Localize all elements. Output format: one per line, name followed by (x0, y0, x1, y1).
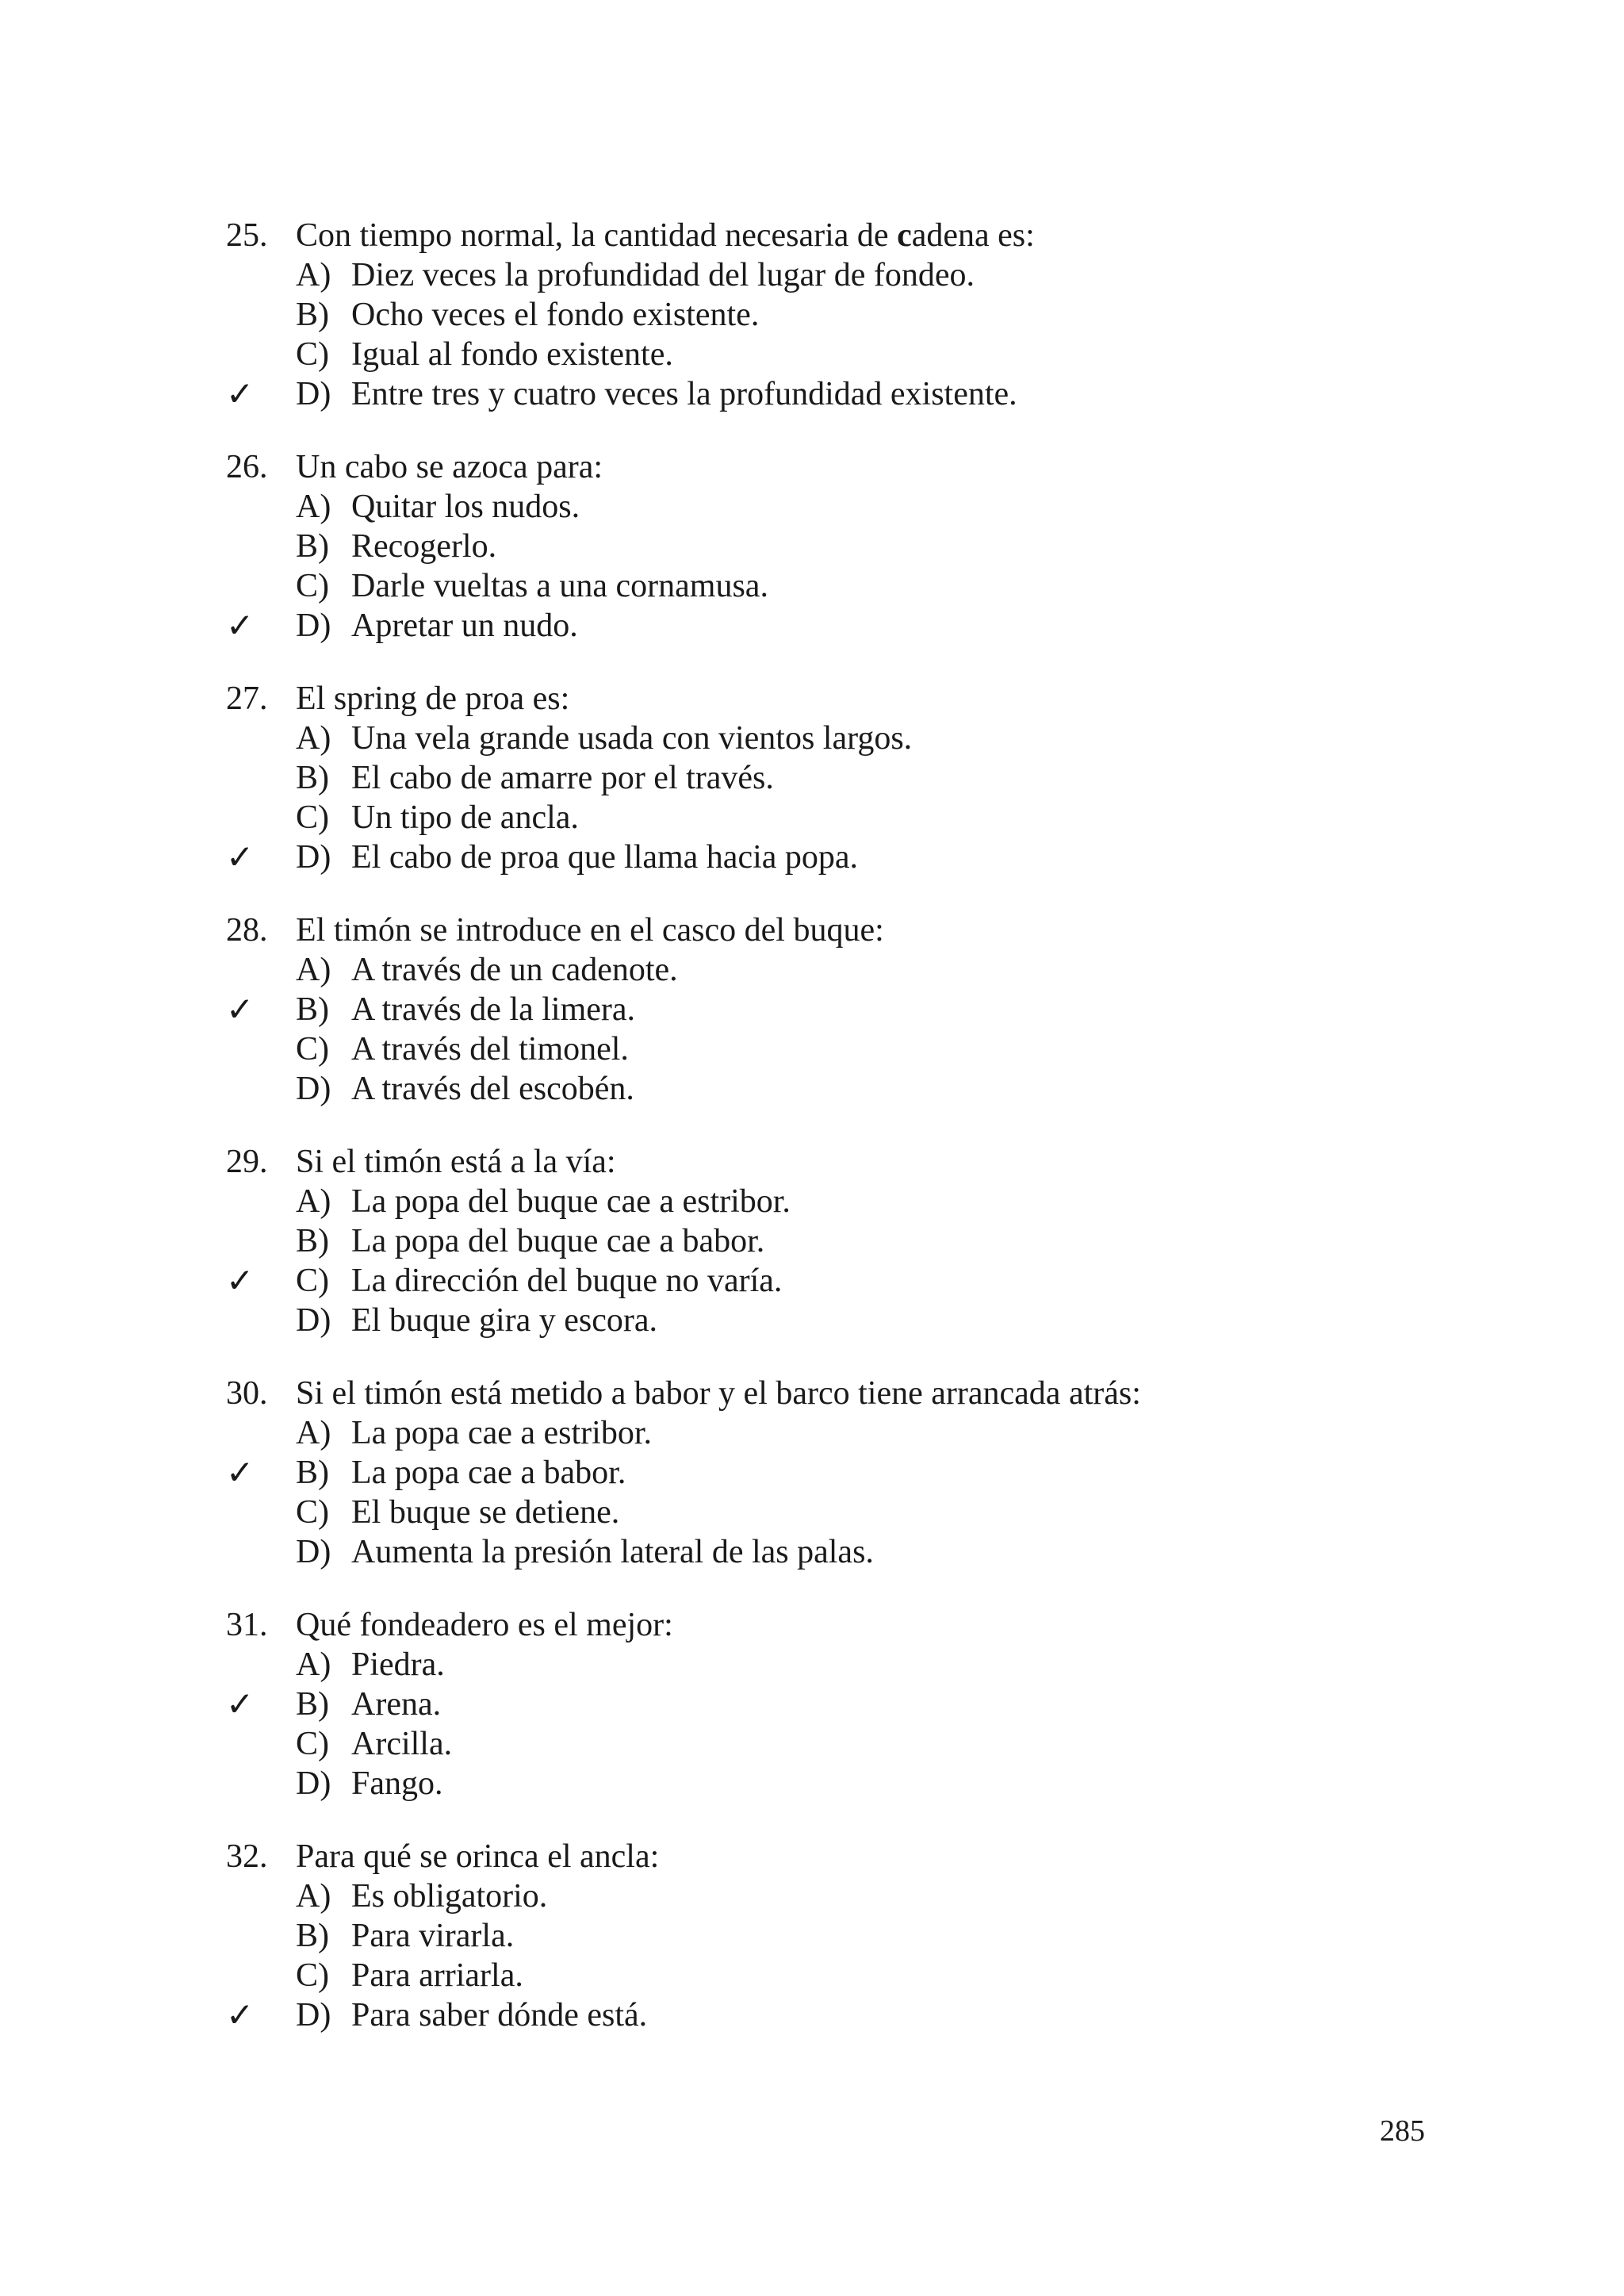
option-c (226, 1029, 1534, 1069)
option-text: Igual al fondo existente. (351, 336, 673, 373)
option-b (226, 1685, 1534, 1724)
option-label: D) (296, 1534, 331, 1570)
question-29 (226, 1142, 1534, 1340)
option-label: D) (296, 376, 331, 412)
page-number: 285 (1380, 2114, 1425, 2148)
check-mark-icon: ✓ (226, 1261, 255, 1300)
option-label: B) (296, 297, 329, 333)
option-d (226, 1069, 1534, 1109)
question-number: 26. (226, 449, 268, 485)
option-d (226, 606, 1534, 646)
option-label: A) (296, 257, 331, 293)
option-text: A través del escobén. (351, 1071, 634, 1107)
question-27 (226, 679, 1534, 877)
question-number: 30. (226, 1375, 268, 1412)
option-label: C) (296, 1726, 329, 1762)
option-text: Una vela grande usada con vientos largos. (351, 720, 913, 757)
question-30 (226, 1374, 1534, 1572)
option-a (226, 1182, 1534, 1221)
question-text-part: adena es: (911, 217, 1035, 254)
option-label: C) (296, 799, 329, 836)
option-label: D) (296, 1071, 331, 1107)
option-text: A través de un cadenote. (351, 952, 678, 988)
question-text-part: El timón se introduce en el casco del buque: (296, 912, 884, 949)
option-a (226, 487, 1534, 527)
question-text-part: Si el timón está a la vía: (296, 1144, 616, 1180)
option-text: La popa cae a estribor. (351, 1415, 652, 1451)
option-c (226, 1724, 1534, 1764)
option-d (226, 1532, 1534, 1572)
option-label: B) (296, 1455, 329, 1491)
question-stem (226, 1837, 1534, 1876)
option-label: B) (296, 1918, 329, 1954)
question-26 (226, 447, 1534, 646)
option-label: D) (296, 1997, 331, 2033)
option-c (226, 1956, 1534, 1995)
option-text: La popa cae a babor. (351, 1455, 626, 1491)
option-text: Ocho veces el fondo existente. (351, 297, 760, 333)
question-text (296, 216, 1035, 255)
question-text-part: Para qué se orinca el ancla: (296, 1838, 660, 1875)
option-text: Diez veces la profundidad del lugar de fondeo. (351, 257, 975, 293)
option-text: Piedra. (351, 1646, 445, 1683)
question-stem (226, 1142, 1534, 1182)
option-text: Arcilla. (351, 1726, 453, 1762)
option-label: D) (296, 1765, 331, 1802)
question-text (296, 1837, 659, 1876)
question-list (226, 216, 1534, 2068)
option-label: D) (296, 608, 331, 644)
option-a (226, 719, 1534, 758)
option-c (226, 798, 1534, 838)
question-stem (226, 1374, 1534, 1413)
option-text: Para arriarla. (351, 1957, 523, 1994)
option-label: B) (296, 1223, 329, 1259)
question-stem (226, 679, 1534, 719)
option-text: Para saber dónde está. (351, 1997, 648, 2033)
option-text: El buque se detiene. (351, 1494, 620, 1531)
check-mark-icon: ✓ (226, 1453, 255, 1492)
question-text (296, 1605, 673, 1645)
option-text: Aumenta la presión lateral de las palas. (351, 1534, 874, 1570)
option-d (226, 374, 1534, 414)
question-31 (226, 1605, 1534, 1803)
question-text (296, 1374, 1141, 1413)
question-text-part: Un cabo se azoca para: (296, 449, 603, 485)
check-mark-icon: ✓ (226, 838, 255, 876)
option-a (226, 950, 1534, 990)
question-number: 28. (226, 912, 268, 949)
option-text: Darle vueltas a una cornamusa. (351, 568, 768, 604)
option-label: A) (296, 489, 331, 525)
option-d (226, 1764, 1534, 1803)
question-text-part: Si el timón está metido a babor y el barco tiene arrancada atrás: (296, 1375, 1141, 1412)
option-label: C) (296, 1957, 329, 1994)
option-d (226, 1995, 1534, 2035)
question-stem (226, 447, 1534, 487)
question-number: 29. (226, 1144, 268, 1180)
question-text (296, 447, 603, 487)
question-text (296, 910, 884, 950)
question-text (296, 1142, 616, 1182)
option-b (226, 1221, 1534, 1261)
option-d (226, 1301, 1534, 1340)
option-c (226, 335, 1534, 374)
option-a (226, 1876, 1534, 1916)
option-label: A) (296, 1646, 331, 1683)
option-a (226, 1645, 1534, 1685)
option-text: El buque gira y escora. (351, 1302, 658, 1339)
option-label: C) (296, 336, 329, 373)
option-text: Fango. (351, 1765, 443, 1802)
option-text: La popa del buque cae a estribor. (351, 1183, 791, 1220)
option-label: B) (296, 528, 329, 565)
option-label: A) (296, 1415, 331, 1451)
option-label: B) (296, 991, 329, 1028)
option-text: La dirección del buque no varía. (351, 1263, 783, 1299)
option-label: A) (296, 1183, 331, 1220)
option-label: C) (296, 1031, 329, 1068)
option-label: B) (296, 760, 329, 796)
option-c (226, 1261, 1534, 1301)
question-text-part: El spring de proa es: (296, 680, 570, 717)
option-text: Quitar los nudos. (351, 489, 580, 525)
option-label: C) (296, 1494, 329, 1531)
question-stem (226, 216, 1534, 255)
option-b (226, 1453, 1534, 1493)
question-text-part: Con tiempo normal, la cantidad necesaria de (296, 217, 898, 254)
option-label: D) (296, 1302, 331, 1339)
option-text: Entre tres y cuatro veces la profundidad existente. (351, 376, 1017, 412)
option-text: Arena. (351, 1686, 442, 1723)
check-mark-icon: ✓ (226, 990, 255, 1029)
option-label: C) (296, 1263, 329, 1299)
option-b (226, 295, 1534, 335)
option-text: Un tipo de ancla. (351, 799, 579, 836)
question-stem (226, 910, 1534, 950)
question-stem (226, 1605, 1534, 1645)
option-text: El cabo de proa que llama hacia popa. (351, 839, 859, 876)
option-b (226, 527, 1534, 566)
option-text: Recogerlo. (351, 528, 497, 565)
question-text (296, 679, 569, 719)
question-25 (226, 216, 1534, 414)
option-text: Para virarla. (351, 1918, 515, 1954)
option-label: A) (296, 1878, 331, 1915)
option-label: D) (296, 839, 331, 876)
option-c (226, 1493, 1534, 1532)
option-d (226, 838, 1534, 877)
option-text: Apretar un nudo. (351, 608, 578, 644)
question-text-bold: c (897, 217, 912, 254)
check-mark-icon: ✓ (226, 1995, 255, 2034)
option-b (226, 1916, 1534, 1956)
option-b (226, 758, 1534, 798)
option-a (226, 255, 1534, 295)
check-mark-icon: ✓ (226, 374, 255, 413)
option-b (226, 990, 1534, 1029)
option-label: C) (296, 568, 329, 604)
question-28 (226, 910, 1534, 1109)
question-number: 31. (226, 1607, 268, 1643)
question-32 (226, 1837, 1534, 2035)
option-text: A través de la limera. (351, 991, 636, 1028)
option-label: B) (296, 1686, 329, 1723)
option-a (226, 1413, 1534, 1453)
question-text-part: Qué fondeadero es el mejor: (296, 1607, 673, 1643)
option-text: Es obligatorio. (351, 1878, 548, 1915)
check-mark-icon: ✓ (226, 1685, 255, 1723)
question-number: 32. (226, 1838, 268, 1875)
option-text: A través del timonel. (351, 1031, 629, 1068)
question-number: 27. (226, 680, 268, 717)
option-label: A) (296, 720, 331, 757)
option-c (226, 566, 1534, 606)
question-number: 25. (226, 217, 268, 254)
option-text: El cabo de amarre por el través. (351, 760, 774, 796)
check-mark-icon: ✓ (226, 606, 255, 645)
option-text: La popa del buque cae a babor. (351, 1223, 765, 1259)
option-label: A) (296, 952, 331, 988)
